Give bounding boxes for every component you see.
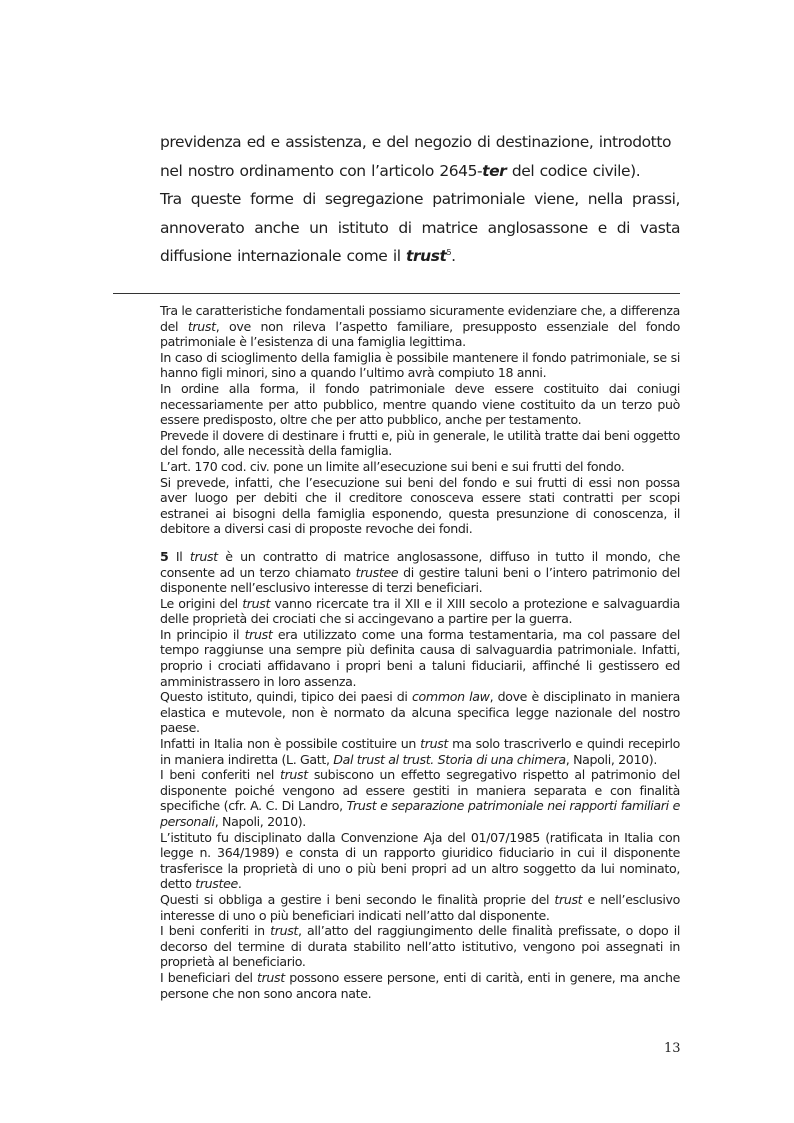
footnote-paragraph: Questo istituto, quindi, tipico dei paesi di common law, dove è disciplinato in maniera elastica e mutevole, non è normato da alcuna specifica legge nazionale del nostro paese. — [160, 689, 681, 736]
footnote-paragraph: In principio il trust era utilizzato come una forma testamentaria, ma col passare del tempo raggiunse una sempre più definita causa di salvaguardia patrimoniale. Infatti, proprio i crociati affidavano i propri beni a taluni fiduciarii, affinché li gestissero ed amministrassero in loro assenza. — [160, 626, 680, 689]
footnote-gap — [160, 537, 680, 549]
footnote-paragraph: Questi si obbliga a gestire i beni secondo le finalità proprie del trust e nell’esclusivo interesse di uno o più beneficiari indicati nell’atto dal disponente. — [160, 891, 680, 923]
body-paragraph: Tra queste forme di segregazione patrimoniale viene, nella prassi, annoverato anche un istituto di matrice anglosassone e di vasta diffusione internazionale come il trust$^5$. — [160, 190, 680, 265]
footnote-paragraph: I beni conferiti nel trust subiscono un effetto segregativo rispetto al patrimonio del disponente poiché vengono ad essere gestiti in maniera separata e con finalità specifiche (cfr. A. C. Di Landro, Trust e separazione patrimoniale nei rapporti familiari e personali, Napoli, 2010). — [160, 767, 680, 829]
footnote-paragraph: Le origini del trust vanno ricercate tra il XII e il XIII secolo a protezione e salvaguardia delle proprietà dei crociati che si accingevano a partire per la guerra. — [160, 595, 680, 627]
footnote-ref[interactable]: 5 — [446, 247, 452, 257]
footnote-paragraph: L’art. 170 cod. civ. pone un limite all’esecuzione sui beni e sui frutti del fondo. — [160, 458, 625, 474]
footnote-paragraph: Tra le caratteristiche fondamentali possiamo sicuramente evidenziare che, a differenza del trust, ove non rileva l’aspetto familiare, presupposto essenziale del fondo patrimoniale è l’esistenza di una famiglia legittima. — [160, 303, 680, 350]
footnote-paragraph: Si prevede, infatti, che l’esecuzione sui beni del fondo e sui frutti di essi non possa aver luogo per debiti che il creditore conosceva essere stati contratti per scopi estranei ai bisogni della famiglia esponendo, questa presunzione di conoscenza, il debitore a diversi casi di proposte revoche dei fondi. — [160, 474, 680, 537]
body-paragraph: previdenza ed e assistenza, e del negozio di destinazione, introdotto nel nostro ordinamento con l’articolo 2645-ter del codice civile). — [160, 133, 671, 180]
footnote-separator — [113, 293, 680, 294]
footnote-5: 5 Il trust è un contratto di matrice anglosassone, diffuso in tutto il mondo, che consente ad un terzo chiamato trustee di gestire taluni beni o l’intero patrimonio del disponente nell’esclusivo interesse di terzi beneficiari. — [160, 548, 681, 596]
footnotes — [160, 303, 680, 1001]
page-number: 13 — [664, 1041, 681, 1056]
main-text — [160, 128, 680, 271]
footnote-paragraph: I beni conferiti in trust, all’atto del raggiungimento delle finalità prefissate, o dopo il decorso del termine di durata stabilito nell’atto istitutivo, vengono poi assegnati in proprietà al beneficiario. — [160, 923, 680, 970]
footnote-paragraph: In caso di scioglimento della famiglia è possibile mantenere il fondo patrimoniale, se si hanno figli minori, sino a quando l’ultimo avrà compiuto 18 anni. — [160, 349, 680, 381]
footnote-number: 5 — [160, 548, 169, 564]
footnote-paragraph: Infatti in Italia non è possibile costituire un trust ma solo trascriverlo e quindi recepirlo in maniera indiretta (L. Gatt, Dal trust al trust. Storia di una chimera, Napoli, 2010). — [160, 736, 680, 767]
footnote-paragraph: L’istituto fu disciplinato dalla Convenzione Aja del 01/07/1985 (ratificata in Italia con legge n. 364/1989) e consta di un rapporto giuridico fiduciario in cui il disponente trasferisce la proprietà di uno o più beni propri ad un altro soggetto da lui nominato, detto trustee. — [160, 829, 680, 892]
footnote-paragraph: In ordine alla forma, il fondo patrimoniale deve essere costituito dai coniugi necessariamente per atto pubblico, mentre quando viene costituito da un terzo può essere predisposto, oltre che per atto pubblico, anche per testamento. — [160, 380, 680, 428]
footnote-paragraph: I beneficiari del trust possono essere persone, enti di carità, enti in genere, ma anche persone che non sono ancora nate. — [160, 969, 681, 1001]
footnote-paragraph: Prevede il dovere di destinare i frutti e, più in generale, le utilità tratte dai beni oggetto del fondo, alle necessità della famiglia. — [160, 427, 680, 459]
